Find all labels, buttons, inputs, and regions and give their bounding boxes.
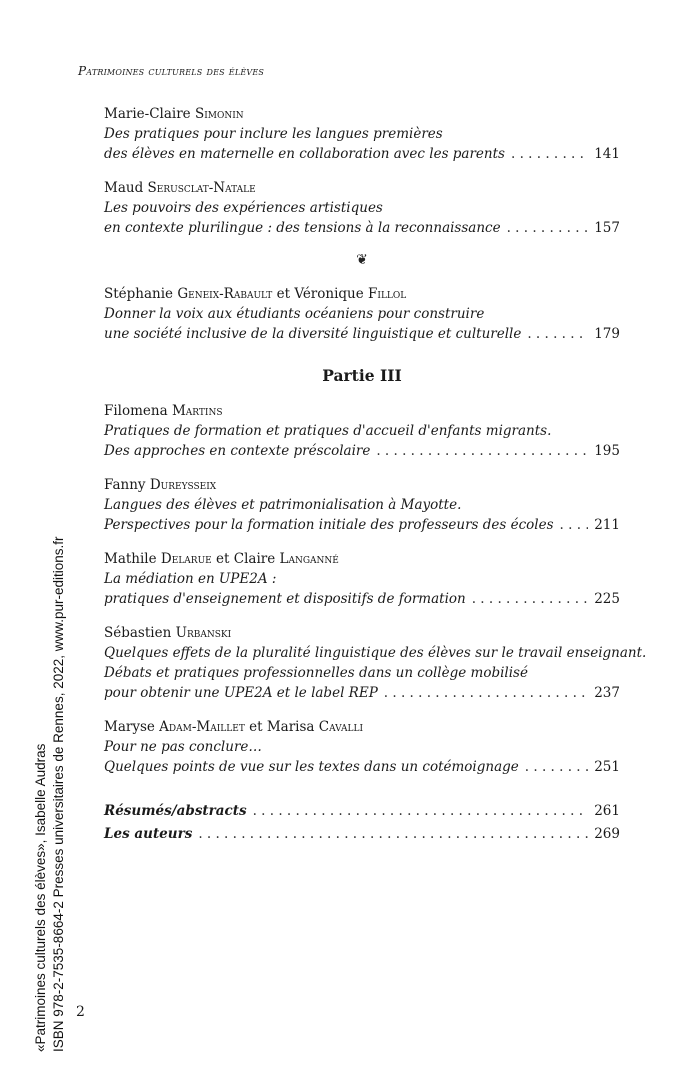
entry-title-last-line[interactable]: [104, 683, 620, 703]
toc-entry: [104, 178, 620, 238]
side-note-line-1: «Patrimoines culturels des élèves», Isabelle Audras: [33, 743, 48, 1052]
entry-title-line: [104, 569, 620, 589]
author-first-name: Mathile: [104, 551, 157, 567]
entry-author: [104, 717, 620, 737]
entry-title-text: Langues des élèves et patrimonialisation à Mayotte.: [104, 497, 462, 513]
entry-title-text: Pratiques de formation et pratiques d'accueil d'enfants migrants.: [104, 423, 552, 439]
entry-title-text: La médiation en UPE2A :: [104, 571, 277, 587]
end-entry-label: Les auteurs: [104, 826, 193, 842]
entry-author: [104, 401, 620, 421]
toc-entry: [104, 104, 620, 164]
author-last-name: Delarue: [160, 551, 212, 567]
author-first-name: Filomena: [104, 403, 168, 419]
page-number: 2: [76, 1004, 85, 1020]
end-matter-entries: [104, 803, 620, 842]
dot-leader: [560, 515, 589, 535]
entry-title-last-line[interactable]: [104, 589, 620, 609]
author-last-name: Martins: [171, 403, 223, 419]
entry-page-number: 225: [594, 591, 620, 607]
entry-title-line: [104, 737, 620, 757]
author-last-name: Simonin: [194, 106, 244, 122]
entry-title-line: [104, 198, 620, 218]
entry-page-number: 141: [594, 146, 620, 162]
dot-leader: [511, 144, 588, 164]
entry-title-text: Les pouvoirs des expériences artistiques: [104, 200, 383, 216]
dot-leader: [527, 324, 588, 344]
author-last-name: Fillol: [368, 286, 407, 302]
author-last-name: Adam-Maillet: [159, 719, 245, 735]
entry-title-line: [104, 663, 620, 683]
entry-page-number: 261: [594, 803, 620, 819]
dot-leader: [376, 441, 588, 461]
toc-entry: [104, 623, 647, 703]
entry-title-text: Quelques points de vue sur les textes dans un cotémoignage: [104, 759, 519, 775]
author-first-name: Marie-Claire: [104, 106, 191, 122]
entry-author: [104, 178, 620, 198]
entry-title-line: [104, 495, 620, 515]
entry-title-last-line[interactable]: [104, 441, 620, 461]
entry-page-number: 195: [594, 443, 620, 459]
entry-title-last-line[interactable]: [104, 144, 620, 164]
author-last-name: Serusclat-Natale: [147, 180, 256, 196]
toc-entry: [104, 401, 620, 461]
author-last-name: Langanné: [279, 551, 339, 567]
entry-title-last-line[interactable]: [104, 757, 620, 777]
author-first-name: Fanny: [104, 477, 146, 493]
entry-page-number: 157: [594, 220, 620, 236]
entry-title-line: [104, 643, 647, 663]
dot-leader: [525, 757, 588, 777]
toc-entry: [104, 549, 620, 609]
entry-page-number: 211: [594, 517, 620, 533]
entry-page-number: 251: [594, 759, 620, 775]
part-heading: Partie III: [322, 366, 402, 385]
entry-title-last-line[interactable]: [104, 218, 620, 238]
entry-title-text: Donner la voix aux étudiants océaniens pour construire: [104, 306, 485, 322]
table-of-contents: [104, 104, 647, 849]
author-first-name: Maryse: [104, 719, 155, 735]
author-first-name: Sébastien: [104, 625, 172, 641]
author-last-name: Dureysseix: [149, 477, 217, 493]
author-last-name: Geneix-Rabault: [177, 286, 273, 302]
entry-author: [104, 104, 620, 124]
author-first-name: Maud: [104, 180, 144, 196]
side-copyright-note: [32, 536, 68, 1052]
end-entry-label: Résumés/abstracts: [104, 803, 247, 819]
author-connector: et: [276, 286, 291, 302]
toc-entry: [104, 475, 620, 535]
entry-title-text: Des pratiques pour inclure les langues premières: [104, 126, 443, 142]
entry-title-text: Pour ne pas conclure…: [104, 739, 262, 755]
dot-leader: [507, 218, 589, 238]
entry-title-line: [104, 304, 620, 324]
author-connector: et: [249, 719, 263, 735]
end-entry-abstracts[interactable]: [104, 803, 620, 819]
author-last-name: Urbanski: [175, 625, 232, 641]
entry-title-text: une société inclusive de la diversité linguistique et culturelle: [104, 326, 522, 342]
dot-leader: [198, 826, 588, 842]
entry-page-number: 179: [594, 326, 620, 342]
toc-entry: [104, 284, 620, 344]
entry-title-text: pour obtenir une UPE2A et le label REP: [104, 685, 378, 701]
entry-title-text: des élèves en maternelle en collaboration avec les parents: [104, 146, 505, 162]
entry-author: [104, 623, 620, 643]
author-first-name: Claire: [233, 551, 276, 567]
side-note-line-2: ISBN 978-2-7535-8664-2 Presses universitaires de Rennes, 2022, www.pur-editions.fr: [51, 536, 66, 1052]
dot-leader: [384, 683, 588, 703]
end-entry-authors[interactable]: [104, 826, 620, 842]
entry-author: [104, 284, 620, 304]
author-connector: et: [216, 551, 230, 567]
entry-author: [104, 475, 620, 495]
running-head-text: Patrimoines culturels des élèves: [78, 64, 265, 78]
entry-title-line: [104, 124, 620, 144]
entry-author: [104, 549, 620, 569]
entry-title-text: pratiques d'enseignement et dispositifs de formation: [104, 591, 466, 607]
author-first-name: Stéphanie: [104, 286, 174, 302]
entry-page-number: 269: [594, 826, 620, 842]
entry-title-text: en contexte plurilingue : des tensions à la reconnaissance: [104, 220, 501, 236]
entry-title-line: [104, 421, 620, 441]
author-first-name: Marisa: [266, 719, 315, 735]
entry-page-number: 237: [594, 685, 620, 701]
running-head: [78, 64, 264, 78]
dot-leader: [472, 589, 589, 609]
author-last-name: Cavalli: [318, 719, 364, 735]
entry-title-text: Perspectives pour la formation initiale des professeurs des écoles: [104, 517, 554, 533]
entry-title-text: Débats et pratiques professionnelles dans un collège mobilisé: [104, 665, 528, 681]
toc-entry: [104, 717, 620, 777]
entry-title-last-line[interactable]: [104, 515, 620, 535]
entry-title-last-line[interactable]: [104, 324, 620, 344]
fleuron-ornament-icon: ❦: [356, 252, 368, 268]
entry-title-text: Quelques effets de la pluralité linguistique des élèves sur le travail enseignant.: [104, 645, 647, 661]
author-first-name: Véronique: [294, 286, 364, 302]
entry-title-text: Des approches en contexte préscolaire: [104, 443, 371, 459]
dot-leader: [253, 803, 589, 819]
